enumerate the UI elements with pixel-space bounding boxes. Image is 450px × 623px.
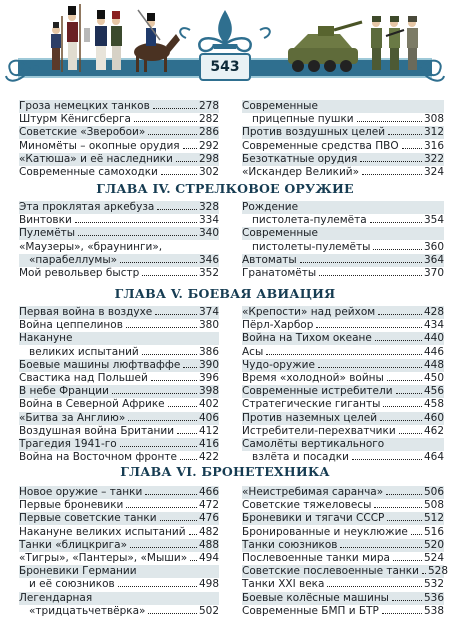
dot-leader (300, 262, 422, 263)
toc-entry (19, 526, 219, 539)
toc-entry-page: 316 (423, 139, 444, 152)
toc-entry (19, 319, 219, 332)
toc-entry-title: Боевые машины люфтваффе (19, 358, 181, 371)
modern-soldiers-illustration (371, 16, 418, 70)
toc-entry-page: 346 (198, 253, 219, 266)
toc-entry-title: Время «холодной» войны (242, 372, 384, 384)
toc-entry-page: 458 (423, 398, 444, 411)
toc-entry (19, 306, 219, 319)
dot-leader (180, 459, 197, 460)
toc-entry-title: «тридцатьчетвёрка» (29, 604, 146, 617)
dot-leader (386, 494, 422, 495)
toc-entry-title: Накануне (19, 332, 73, 345)
toc-entry (19, 486, 219, 499)
toc-entry-page: 506 (423, 486, 444, 498)
dot-leader (118, 586, 197, 587)
fleur-de-lis-icon (180, 10, 270, 51)
toc-entry-title: «парабеллумы» (29, 253, 118, 266)
toc-entry-title: Бронированные и неуклюжие (242, 525, 408, 538)
dot-leader (130, 547, 197, 548)
dot-leader (352, 459, 422, 460)
toc-entry (19, 100, 219, 113)
toc-entry-page: 446 (423, 345, 444, 358)
toc-entry-title: великих испытаний (29, 345, 139, 358)
dot-leader (134, 121, 197, 122)
dot-leader (318, 367, 422, 368)
dot-leader (148, 134, 197, 135)
dot-leader (126, 327, 197, 328)
toc-entry-page: 364 (423, 253, 444, 266)
toc-entry-page: 292 (198, 139, 219, 152)
toc-entry-page: 508 (423, 499, 444, 512)
toc-entry-title: Пулемёты (19, 227, 76, 240)
toc-entry-page: 488 (198, 538, 219, 551)
toc-entry-page: 494 (198, 552, 219, 564)
toc-entry-title: Первые броневики (19, 499, 124, 512)
armored-vehicle-illustration (288, 22, 362, 72)
toc-entry-title: Чудо-оружие (242, 358, 315, 371)
toc-entry (242, 153, 444, 166)
toc-entry (242, 332, 444, 345)
toc-entry (19, 227, 219, 240)
toc-entry-page: 412 (198, 424, 219, 437)
dot-leader (387, 380, 422, 381)
dot-leader (327, 586, 421, 587)
dot-leader (399, 433, 422, 434)
dot-leader (145, 494, 197, 495)
dot-leader (112, 393, 197, 394)
toc-entry-title: Советские тяжеловесы (242, 499, 372, 512)
toc-entry (242, 254, 444, 267)
toc-entry-page: 328 (198, 201, 219, 213)
toc-entry (242, 605, 444, 618)
dot-leader (422, 573, 426, 574)
toc-entry-title: Современные (242, 227, 318, 240)
toc-entry (19, 565, 219, 578)
toc-entry-title: пистолеты-пулемёты (252, 240, 371, 253)
toc-entry (242, 592, 444, 605)
toc-entry-title: Современные истребители (242, 385, 393, 398)
toc-entry (19, 412, 219, 425)
dot-leader (161, 174, 197, 175)
toc-entry (242, 267, 444, 280)
toc-entry-page: 396 (198, 372, 219, 384)
chapter-heading: ГЛАВА V. БОЕВАЯ АВИАЦИЯ (114, 286, 336, 301)
toc-entry-title: Послевоенные танки мира (242, 552, 390, 564)
toc-entry (19, 153, 219, 166)
toc-entry-title: «Тигры», «Пантеры», «Мыши» (19, 552, 188, 564)
toc-entry (242, 512, 444, 525)
dot-leader (189, 534, 197, 535)
dot-leader (183, 148, 197, 149)
dot-leader (374, 507, 421, 508)
toc-entry (242, 346, 444, 359)
toc-entry-title: Асы (242, 345, 264, 358)
toc-entry (242, 539, 444, 552)
toc-entry-title: и её союзников (29, 578, 115, 591)
dot-leader (382, 613, 422, 614)
toc-entry-title: Против наземных целей (242, 411, 378, 424)
dot-leader (387, 520, 422, 521)
toc-entry-page: 422 (198, 451, 219, 464)
toc-entry-page: 464 (423, 451, 444, 464)
toc-entry-title: Первая война в воздухе (19, 306, 153, 318)
toc-entry (19, 605, 219, 618)
dot-leader (176, 161, 197, 162)
toc-entry-page: 370 (423, 267, 444, 279)
toc-entry-title: Миномёты – окопные орудия (19, 139, 180, 152)
toc-entry-page: 322 (423, 152, 444, 165)
toc-entry-title: Гроза немецких танков (19, 100, 150, 112)
toc-entry (242, 565, 449, 578)
toc-entry-title: Стратегические гиганты (242, 398, 381, 411)
toc-entry (242, 578, 444, 591)
toc-entry-page: 532 (423, 578, 444, 591)
dot-leader (78, 235, 197, 236)
toc-entry (19, 451, 219, 464)
toc-entry-page: 536 (423, 591, 444, 604)
toc-entry (242, 227, 444, 240)
toc-entry-title: Против воздушных целей (242, 126, 386, 139)
toc-entry-title: Война в Северной Африке (19, 398, 165, 411)
toc-entry (19, 140, 219, 153)
toc-entry (19, 359, 219, 372)
toc-entry-title: Накануне великих испытаний (19, 525, 186, 538)
toc-entry-title: Гранатомёты (242, 267, 317, 279)
toc-entry (242, 526, 444, 539)
toc-entry (242, 113, 444, 126)
toc-entry-page: 498 (198, 578, 219, 591)
toc-entry (19, 346, 219, 359)
toc-entry (19, 539, 219, 552)
toc-entry-page: 374 (198, 306, 219, 318)
dot-leader (190, 560, 197, 561)
toc-entry-page: 434 (423, 319, 444, 332)
toc-entry-page: 298 (198, 152, 219, 165)
toc-entry-title: «Крепости» над рейхом (242, 306, 376, 318)
toc-entry-page: 502 (198, 604, 219, 617)
toc-entry-page: 390 (198, 358, 219, 371)
toc-entry-page: 538 (423, 604, 444, 617)
toc-entry (19, 438, 219, 451)
toc-entry (242, 486, 444, 499)
toc-entry (242, 214, 444, 227)
toc-entry-page: 334 (198, 214, 219, 227)
dot-leader (380, 420, 422, 421)
dot-leader (120, 446, 197, 447)
toc-entry-page: 386 (198, 345, 219, 358)
toc-entry-title: Свастика над Польшей (19, 372, 148, 384)
toc-entry-title: Война на Тихом океане (242, 332, 372, 345)
toc-entry-title: Броневики и тягачи СССР (242, 512, 385, 525)
header-illustration (0, 0, 450, 102)
toc-entry (19, 241, 219, 254)
toc-entry-title: Танки XXI века (242, 578, 325, 591)
toc-entry-page: 482 (198, 525, 219, 538)
toc-entry (242, 372, 444, 385)
toc-entry (242, 201, 444, 214)
dot-leader (388, 134, 422, 135)
toc-entry (242, 552, 444, 565)
toc-entry-page: 380 (198, 319, 219, 332)
toc-entry-title: Винтовки (19, 214, 72, 227)
toc-entry-title: Советские послевоенные танки (242, 565, 419, 578)
toc-entry (242, 451, 444, 464)
page-number: 543 (210, 59, 240, 75)
toc-entry-page: 340 (198, 227, 219, 240)
toc-entry-title: Новое оружие – танки (19, 486, 143, 498)
dot-leader (360, 161, 422, 162)
toc-entry-page: 520 (423, 538, 444, 551)
toc-entry-title: Броневики Германии (19, 565, 137, 578)
toc-entry-title: Современные БМП и БТР (242, 604, 379, 617)
toc-entry-page: 524 (423, 552, 444, 564)
toc-entry (19, 578, 219, 591)
toc-entry-title: Боевые колёсные машины (242, 591, 389, 604)
toc-entry-title: Рождение (242, 201, 299, 213)
toc-entry-title: Эта проклятая аркебуза (19, 201, 155, 213)
dot-leader (142, 354, 197, 355)
toc-entry-page: 402 (198, 398, 219, 411)
toc-entry (242, 306, 444, 319)
dot-leader (75, 222, 197, 223)
toc-entry (19, 398, 219, 411)
toc-entry (19, 425, 219, 438)
toc-entry-page: 312 (423, 126, 444, 139)
toc-entry (242, 166, 444, 179)
toc-entry-page: 462 (423, 424, 444, 437)
toc-entry (19, 126, 219, 139)
dot-leader (157, 209, 197, 210)
toc-entry-page: 472 (198, 499, 219, 512)
toc-entry-page: 448 (423, 358, 444, 371)
dot-leader (396, 393, 422, 394)
dot-leader (375, 340, 422, 341)
dot-leader (128, 420, 197, 421)
dot-leader (148, 613, 196, 614)
toc-entry-page: 324 (423, 166, 444, 178)
toc-entry-title: взлёта и посадки (252, 451, 349, 464)
dot-leader (177, 433, 197, 434)
toc-entry-title: Истребители-перехватчики (242, 424, 396, 437)
dot-leader (151, 380, 197, 381)
toc-entry-title: «Неистребимая саранча» (242, 486, 384, 498)
dot-leader (266, 354, 422, 355)
toc-entry-page: 512 (423, 512, 444, 525)
dot-leader (168, 406, 197, 407)
toc-entry-title: Безоткатные орудия (242, 152, 358, 165)
toc-entry-title: «Искандер Великий» (242, 166, 360, 178)
toc-entry-page: 302 (198, 166, 219, 178)
toc-entry (19, 214, 219, 227)
dot-leader (155, 314, 197, 315)
dot-leader (153, 108, 197, 109)
toc-entry (242, 438, 444, 451)
toc-entry-title: Современные средства ПВО (242, 139, 399, 152)
toc-entry-page: 428 (423, 306, 444, 318)
toc-entry-title: прицепные пушки (252, 113, 354, 126)
toc-entry (242, 398, 444, 411)
dot-leader (340, 547, 421, 548)
toc-entry-title: Современные (242, 100, 318, 112)
toc-entry (242, 385, 444, 398)
dot-leader (378, 314, 422, 315)
dot-leader (357, 121, 422, 122)
toc-entry-page: 398 (198, 385, 219, 398)
page-header (0, 0, 450, 102)
dot-leader (411, 534, 422, 535)
toc-entry-page: 456 (423, 385, 444, 398)
dot-leader (402, 148, 422, 149)
toc-entry (19, 385, 219, 398)
toc-entry-title: Мой револьвер быстр (19, 267, 140, 279)
toc-entry (242, 100, 444, 113)
toc-entry-page: 354 (423, 214, 444, 227)
chapter-heading: ГЛАВА VI. БРОНЕТЕХНИКА (120, 464, 330, 479)
toc-entry-page: 308 (423, 113, 444, 126)
toc-entry (19, 512, 219, 525)
toc-entry (242, 359, 444, 372)
chapter-heading: ГЛАВА IV. СТРЕЛКОВОЕ ОРУЖИЕ (96, 181, 354, 196)
toc-entry-title: «Маузеры», «браунинги», (19, 240, 163, 253)
toc-entry-title: Танки союзников (242, 538, 338, 551)
dot-leader (316, 327, 422, 328)
toc-entry-title: В небе Франции (19, 385, 109, 398)
toc-entry (19, 166, 219, 179)
dot-leader (362, 174, 422, 175)
dot-leader (383, 406, 422, 407)
dot-leader (160, 520, 197, 521)
toc-entry (242, 425, 444, 438)
toc-entry-title: пистолета-пулемёта (252, 214, 367, 227)
toc-entry-title: Танки «блицкрига» (19, 538, 128, 551)
dot-leader (126, 507, 197, 508)
toc-entry-page: 476 (198, 512, 219, 525)
toc-entry (242, 319, 444, 332)
toc-entry (19, 372, 219, 385)
toc-entry (19, 267, 219, 280)
toc-entry (242, 241, 444, 254)
toc-entry-page: 466 (198, 486, 219, 498)
dot-leader (370, 222, 422, 223)
toc-entry-page: 352 (198, 267, 219, 279)
toc-entry-title: «Катюша» и её наследники (19, 152, 173, 165)
toc-entry-title: Советские «Зверобои» (19, 126, 146, 139)
toc-entry-page: 360 (423, 240, 444, 253)
toc-entry-title: Война на Восточном фронте (19, 451, 177, 464)
toc-entry-title: Штурм Кёнигсберга (19, 113, 131, 126)
toc-entry-title: Война цеппелинов (19, 319, 123, 332)
toc-entry-title: Трагедия 1941-го (19, 438, 117, 450)
toc-entry (242, 412, 444, 425)
toc-entry-page: 516 (423, 525, 444, 538)
toc-entry (19, 201, 219, 214)
toc-entry (19, 332, 219, 345)
dot-leader (373, 249, 422, 250)
toc-entry-title: Автоматы (242, 253, 297, 266)
toc-entry-title: Самолёты вертикального (242, 438, 385, 450)
toc-entry-page: 286 (198, 126, 219, 139)
toc-entry-page: 406 (198, 411, 219, 424)
toc-entry-title: Легендарная (19, 591, 93, 604)
toc-entry (242, 499, 444, 512)
dot-leader (393, 560, 422, 561)
dot-leader (319, 275, 422, 276)
toc-entry (19, 499, 219, 512)
dot-leader (120, 262, 197, 263)
toc-entry (242, 126, 444, 139)
toc-entry-title: Пёрл-Харбор (242, 319, 314, 332)
toc-entry (19, 552, 219, 565)
dot-leader (142, 275, 197, 276)
toc-entry-title: Современные самоходки (19, 166, 158, 178)
dot-leader (183, 367, 197, 368)
toc-entry (19, 254, 219, 267)
toc-entry (242, 140, 444, 153)
toc-entry-page: 528 (427, 565, 449, 578)
toc-entry-title: Первые советские танки (19, 512, 157, 525)
toc-entry-page: 282 (198, 113, 219, 126)
toc-entry-title: «Битва за Англию» (19, 411, 126, 424)
toc-entry (19, 592, 219, 605)
toc-entry-page: 460 (423, 411, 444, 424)
toc-entry (19, 113, 219, 126)
toc-entry-page: 440 (423, 332, 444, 345)
toc-entry-page: 278 (198, 100, 219, 112)
toc-entry-page: 416 (198, 438, 219, 450)
toc-entry-page: 450 (423, 372, 444, 384)
dot-leader (392, 600, 422, 601)
toc-entry-title: Воздушная война Британии (19, 424, 175, 437)
